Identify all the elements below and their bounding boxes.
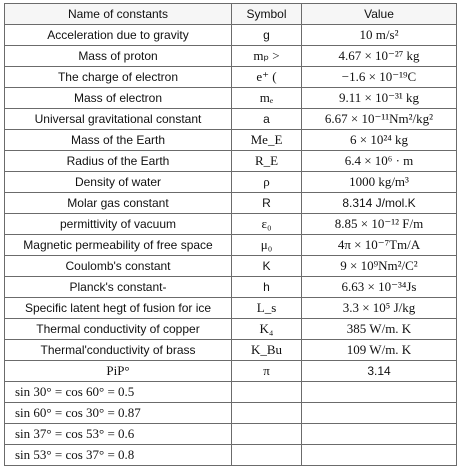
constant-name: PiP° [5, 361, 232, 382]
header-value: Value [302, 4, 457, 25]
table-row [5, 130, 457, 151]
constant-name: Specific latent hegt of fusion for ice [5, 298, 232, 319]
table-row [5, 214, 457, 235]
constant-value: 8.85 × 10⁻¹² F/m [302, 214, 457, 235]
constant-name: Coulomb's constant [5, 256, 232, 277]
constant-value: 6.4 × 10⁶ · m [302, 151, 457, 172]
table-row [5, 151, 457, 172]
constant-symbol: π [232, 361, 302, 382]
constants-table [4, 3, 457, 466]
trig-identity: sin 37° = cos 53° = 0.6 [5, 424, 232, 445]
constant-value: 1000 kg/m³ [302, 172, 457, 193]
constant-value: 4π × 10⁻⁷Tm/A [302, 235, 457, 256]
constant-symbol: L_s [232, 298, 302, 319]
constant-symbol: mₚ > [232, 46, 302, 67]
table-row [5, 109, 457, 130]
constant-symbol: a [232, 109, 302, 130]
table-row [5, 46, 457, 67]
table-row [5, 403, 457, 424]
constant-value: 385 W/m. K [302, 319, 457, 340]
constant-symbol: ε₀ [232, 214, 302, 235]
table-row [5, 277, 457, 298]
constant-value: 4.67 × 10⁻²⁷ kg [302, 46, 457, 67]
constant-symbol [232, 382, 302, 403]
constant-name: Mass of the Earth [5, 130, 232, 151]
constant-name: Mass of proton [5, 46, 232, 67]
constant-value: 6 × 10²⁴ kg [302, 130, 457, 151]
constant-name: Thermal conductivity of copper [5, 319, 232, 340]
table-row [5, 424, 457, 445]
table-row [5, 67, 457, 88]
constant-symbol: h [232, 277, 302, 298]
constant-value: 10 m/s² [302, 25, 457, 46]
table-row [5, 25, 457, 46]
constant-symbol: R [232, 193, 302, 214]
constant-value [302, 445, 457, 466]
constant-value [302, 424, 457, 445]
constant-name: The charge of electron [5, 67, 232, 88]
table-row [5, 382, 457, 403]
table-row [5, 235, 457, 256]
constant-name: Density of water [5, 172, 232, 193]
constant-value: 109 W/m. K [302, 340, 457, 361]
constant-name: Planck's constant- [5, 277, 232, 298]
constant-symbol: K_Bu [232, 340, 302, 361]
constant-symbol [232, 445, 302, 466]
constant-symbol: R_E [232, 151, 302, 172]
constant-symbol: mₑ [232, 88, 302, 109]
table-row [5, 319, 457, 340]
constant-name: Universal gravitational constant [5, 109, 232, 130]
table-row [5, 193, 457, 214]
table-row [5, 445, 457, 466]
constant-symbol: K₄ [232, 319, 302, 340]
constant-value: 6.63 × 10⁻³⁴Js [302, 277, 457, 298]
constant-name: Radius of the Earth [5, 151, 232, 172]
constant-name: permittivity of vacuum [5, 214, 232, 235]
constant-symbol: μ₀ [232, 235, 302, 256]
constant-symbol [232, 403, 302, 424]
constant-value [302, 403, 457, 424]
table-row [5, 361, 457, 382]
constant-symbol: ρ [232, 172, 302, 193]
constant-value: 8.314 J/mol.K [302, 193, 457, 214]
constant-name: Molar gas constant [5, 193, 232, 214]
constant-value [302, 382, 457, 403]
constant-value: 9.11 × 10⁻³¹ kg [302, 88, 457, 109]
trig-identity: sin 60° = cos 30° = 0.87 [5, 403, 232, 424]
constant-value: 6.67 × 10⁻¹¹Nm²/kg² [302, 109, 457, 130]
table-row [5, 298, 457, 319]
header-row [5, 4, 457, 25]
table-row [5, 340, 457, 361]
trig-identity: sin 53° = cos 37° = 0.8 [5, 445, 232, 466]
constant-name: Acceleration due to gravity [5, 25, 232, 46]
constant-symbol [232, 424, 302, 445]
table-row [5, 172, 457, 193]
trig-identity: sin 30° = cos 60° = 0.5 [5, 382, 232, 403]
constant-symbol: K [232, 256, 302, 277]
table-row [5, 256, 457, 277]
constant-symbol: g [232, 25, 302, 46]
constant-name: Thermal'conductivity of brass [5, 340, 232, 361]
constant-value: 3.3 × 10⁵ J/kg [302, 298, 457, 319]
header-symbol: Symbol [232, 4, 302, 25]
constant-symbol: Me_E [232, 130, 302, 151]
constant-value: −1.6 × 10⁻¹⁹C [302, 67, 457, 88]
constant-name: Magnetic permeability of free space [5, 235, 232, 256]
table-body [5, 25, 457, 466]
constant-value: 3.14 [302, 361, 457, 382]
constant-value: 9 × 10⁹Nm²/C² [302, 256, 457, 277]
constant-name: Mass of electron [5, 88, 232, 109]
constant-symbol: e⁺ ( [232, 67, 302, 88]
header-name: Name of constants [5, 4, 232, 25]
table-row [5, 88, 457, 109]
